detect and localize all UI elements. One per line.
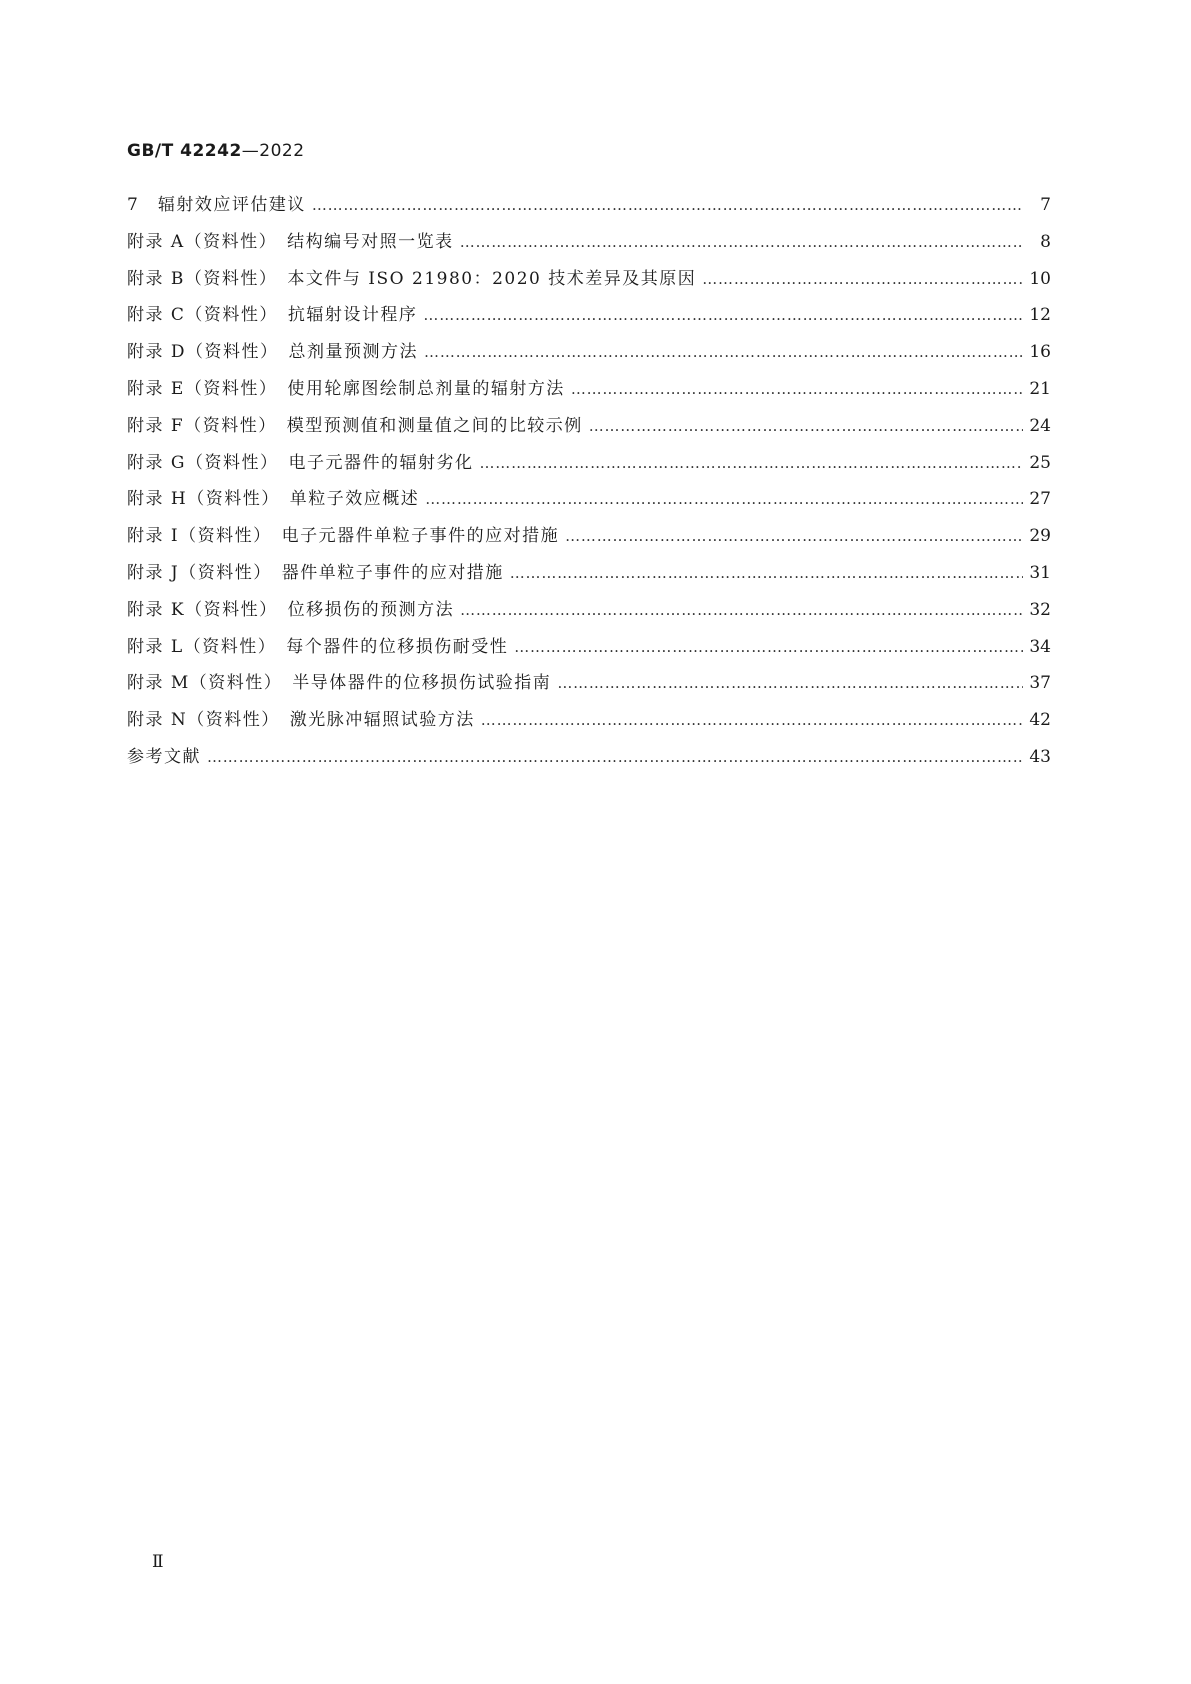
toc-dot-leader (460, 601, 1023, 619)
toc-entry-label: 附录 F（资料性） 模型预测值和测量值之间的比较示例 (127, 415, 583, 436)
toc-entry-label: 附录 E（资料性） 使用轮廓图绘制总剂量的辐射方法 (127, 378, 565, 399)
page-number: Ⅱ (152, 1552, 164, 1572)
toc-entry-annex-j[interactable] (127, 558, 1051, 595)
toc-entry-label: 参考文献 (127, 746, 201, 767)
toc-entry-annex-n[interactable] (127, 705, 1051, 742)
toc-entry-label: 附录 A（资料性） 结构编号对照一览表 (127, 231, 454, 252)
toc-entry-annex-d[interactable] (127, 337, 1051, 374)
toc-entry-annex-h[interactable] (127, 484, 1051, 521)
toc-entry-annex-m[interactable] (127, 668, 1051, 705)
toc-dot-leader (589, 417, 1023, 435)
toc-entry-page: 12 (1029, 305, 1051, 326)
toc-dot-leader (565, 527, 1023, 545)
toc-entry-label: 附录 C（资料性） 抗辐射设计程序 (127, 305, 418, 326)
toc-entry-page: 29 (1029, 526, 1051, 547)
toc-dot-leader (423, 306, 1023, 324)
toc-dot-leader (514, 638, 1023, 656)
toc-entry-annex-i[interactable] (127, 521, 1051, 558)
toc-entry-page: 25 (1029, 452, 1051, 473)
toc-entry-page: 43 (1029, 746, 1051, 767)
toc-entry-label: 附录 I（资料性） 电子元器件单粒子事件的应对措施 (127, 526, 560, 547)
toc-entry-annex-l[interactable] (127, 632, 1051, 669)
table-of-contents (127, 190, 1051, 779)
toc-entry-page: 16 (1029, 342, 1051, 363)
standard-code (127, 141, 305, 161)
standard-year: —2022 (241, 141, 305, 161)
toc-entry-label: 附录 N（资料性） 激光脉冲辐照试验方法 (127, 710, 475, 731)
toc-entry-label: 附录 H（资料性） 单粒子效应概述 (127, 489, 420, 510)
toc-entry-page: 27 (1029, 489, 1051, 510)
toc-entry-page: 37 (1029, 673, 1051, 694)
toc-dot-leader (510, 564, 1023, 582)
toc-entry-annex-a[interactable] (127, 227, 1051, 264)
toc-entry-label: 附录 K（资料性） 位移损伤的预测方法 (127, 599, 455, 620)
toc-dot-leader (207, 748, 1023, 766)
toc-entry-label: 附录 L（资料性） 每个器件的位移损伤耐受性 (127, 636, 509, 657)
toc-entry-annex-c[interactable] (127, 300, 1051, 337)
toc-dot-leader (481, 711, 1023, 729)
toc-entry-annex-f[interactable] (127, 411, 1051, 448)
toc-entry-page: 24 (1029, 415, 1051, 436)
toc-entry-label: 附录 G（资料性） 电子元器件的辐射劣化 (127, 452, 474, 473)
toc-entry-page: 21 (1029, 378, 1051, 399)
toc-dot-leader (460, 233, 1023, 251)
toc-entry-label: 附录 M（资料性） 半导体器件的位移损伤试验指南 (127, 673, 552, 694)
toc-dot-leader (702, 270, 1023, 288)
toc-entry-page: 31 (1029, 562, 1051, 583)
toc-dot-leader (425, 490, 1023, 508)
toc-dot-leader (424, 343, 1023, 361)
toc-entry-page: 8 (1040, 231, 1051, 252)
standard-number: GB/T 42242 (127, 141, 242, 161)
toc-dot-leader (557, 674, 1023, 692)
toc-entry-annex-g[interactable] (127, 448, 1051, 485)
toc-entry-page: 10 (1029, 268, 1051, 289)
toc-dot-leader (479, 454, 1023, 472)
toc-entry-label: 附录 J（资料性） 器件单粒子事件的应对措施 (127, 562, 504, 583)
toc-entry-bibliography[interactable] (127, 742, 1051, 779)
toc-dot-leader (571, 380, 1023, 398)
toc-entry-label: 7 辐射效应评估建议 (127, 195, 306, 215)
toc-entry-page: 32 (1029, 599, 1051, 620)
toc-dot-leader (312, 196, 1023, 214)
toc-entry-annex-e[interactable] (127, 374, 1051, 411)
toc-entry-page: 34 (1029, 636, 1051, 657)
toc-entry-page: 42 (1029, 710, 1051, 731)
toc-entry-section-7[interactable] (127, 190, 1051, 227)
toc-entry-label: 附录 B（资料性） 本文件与 ISO 21980：2020 技术差异及其原因 (127, 268, 697, 289)
toc-entry-page: 7 (1040, 195, 1051, 215)
toc-entry-annex-b[interactable] (127, 264, 1051, 301)
toc-entry-label: 附录 D（资料性） 总剂量预测方法 (127, 342, 419, 363)
toc-entry-annex-k[interactable] (127, 595, 1051, 632)
